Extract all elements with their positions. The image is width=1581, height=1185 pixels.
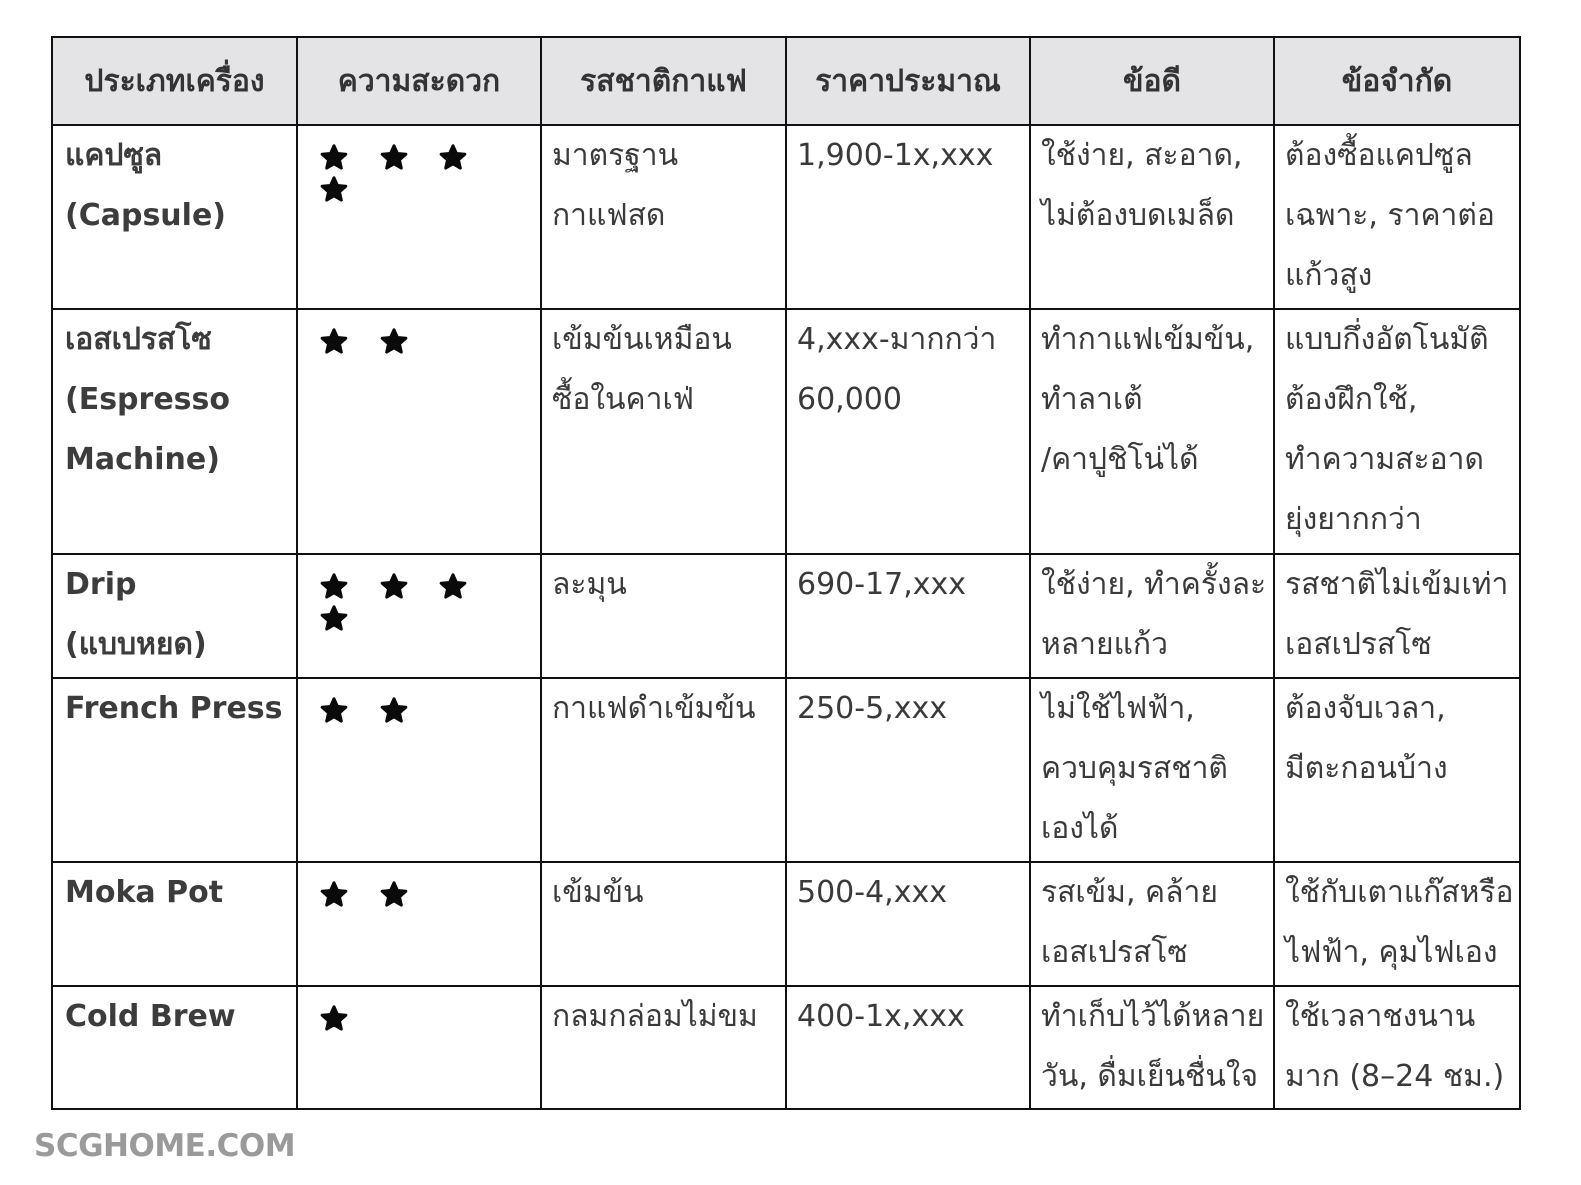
cell-text-line: วัน, ดื่มเย็นชื่นใจ [1041,1059,1259,1094]
cell-text-line: เข้มข้นเหมือน [552,322,732,357]
price-cell [786,125,1030,309]
price-cell [786,309,1030,554]
table-row [52,125,1520,309]
cell-text-line: ใช้ง่าย, ทำครั้งละ [1041,567,1267,602]
machine-type-cell [52,309,297,554]
price-cell [786,862,1030,986]
cell-text-line: ไม่ใช้ไฟฟ้า, [1041,691,1195,726]
cell-text-line: เอสเปรสโซ [1041,935,1188,970]
table-row [52,309,1520,554]
cell-text-line: 1,900-1x,xxx [797,138,994,173]
cell-text-line: ไม่ต้องบดเมล็ด [1041,198,1235,233]
star-icon [318,326,350,358]
cons-cell [1274,554,1520,678]
machine-type-cell [52,125,297,309]
convenience-rating-cell [297,678,541,862]
header-price: ราคาประมาณ [786,37,1030,125]
cell-text-line: มาก (8–24 ชม.) [1285,1059,1505,1094]
taste-cell [541,309,786,554]
taste-cell [541,554,786,678]
star-icon [318,879,350,911]
pros-cell [1030,862,1274,986]
cell-text-line: Moka Pot [65,875,224,910]
header-row [52,37,1520,125]
cell-text-line: แบบกึ่งอัตโนมัติ [1285,322,1489,357]
convenience-rating-cell [297,554,541,678]
star-icon [318,571,350,603]
cell-text-line: /คาปูชิโน่ได้ [1041,442,1199,477]
star-icon [318,174,350,206]
taste-cell [541,986,786,1109]
cell-text-line: ใช้กับเตาแก๊สหรือ [1285,875,1514,910]
cell-text-line: 400-1x,xxx [797,999,965,1034]
cell-text-line: 500-4,xxx [797,875,947,910]
cell-text-line: เข้มข้น [552,875,644,910]
cell-text-line: ต้องซื้อแคปซูล [1285,138,1473,173]
cell-text-line: ไฟฟ้า, คุมไฟเอง [1285,935,1498,970]
header-convenience: ความสะดวก [297,37,541,125]
price-cell [786,986,1030,1109]
pros-cell [1030,986,1274,1109]
header-cons: ข้อจำกัด [1274,37,1520,125]
cell-text-line: (Capsule) [65,198,227,233]
star-icon [318,142,350,174]
cell-text-line: 60,000 [797,382,902,417]
pros-cell [1030,554,1274,678]
star-icon [318,695,350,727]
cell-text-line: ทำเก็บไว้ได้หลาย [1041,999,1265,1034]
cell-text-line: (แบบหยด) [65,627,207,662]
star-icon [378,695,410,727]
cell-text-line: ต้องจับเวลา, [1285,691,1446,726]
brand-watermark: SCGHOME.COM [34,1128,296,1164]
cell-text-line: กลมกล่อมไม่ขม [552,999,758,1034]
cell-text-line: ต้องฝึกใช้, [1285,382,1418,417]
pros-cell [1030,125,1274,309]
table-row [52,986,1520,1109]
star-icon [437,142,469,174]
table-row [52,554,1520,678]
cell-text-line: 690-17,xxx [797,567,967,602]
cons-cell [1274,125,1520,309]
machine-type-cell [52,986,297,1109]
cell-text-line: เองได้ [1041,811,1119,846]
star-icon [378,879,410,911]
coffee-maker-comparison-table [51,36,1521,1110]
convenience-rating-cell [297,309,541,554]
cons-cell [1274,678,1520,862]
convenience-rating-cell [297,125,541,309]
cell-text-line: 4,xxx-มากกว่า [797,322,997,357]
cell-text-line: เอสเปรสโซ [1285,627,1432,662]
cell-text-line: 250-5,xxx [797,691,947,726]
taste-cell [541,862,786,986]
cell-text-line: ใช้ง่าย, สะอาด, [1041,138,1243,173]
star-icon [378,326,410,358]
cell-text-line: ยุ่งยากกว่า [1285,502,1422,537]
cell-text-line: หลายแก้ว [1041,627,1168,662]
cell-text-line: ละมุน [552,567,627,602]
cell-text-line: ซื้อในคาเฟ่ [552,382,694,417]
star-icon [378,571,410,603]
cell-text-line: Cold Brew [65,999,236,1034]
header-pros: ข้อดี [1030,37,1274,125]
cell-text-line: เอสเปรสโซ [65,322,212,357]
star-icon [318,1003,350,1035]
star-icon [437,571,469,603]
pros-cell [1030,678,1274,862]
cell-text-line: มีตะกอนบ้าง [1285,751,1448,786]
cell-text-line: Machine) [65,442,220,477]
cell-text-line: ทำความสะอาด [1285,442,1484,477]
cell-text-line: Drip [65,567,137,602]
header-type: ประเภทเครื่อง [52,37,297,125]
machine-type-cell [52,862,297,986]
price-cell [786,554,1030,678]
cell-text-line: กาแฟดำเข้มข้น [552,691,756,726]
cons-cell [1274,862,1520,986]
cell-text-line: กาแฟสด [552,198,666,233]
cons-cell [1274,309,1520,554]
pros-cell [1030,309,1274,554]
convenience-rating-cell [297,986,541,1109]
table-row [52,678,1520,862]
price-cell [786,678,1030,862]
cell-text-line: มาตรฐาน [552,138,679,173]
cell-text-line: (Espresso [65,382,230,417]
cons-cell [1274,986,1520,1109]
convenience-rating-cell [297,862,541,986]
header-taste: รสชาติกาแฟ [541,37,786,125]
cell-text-line: French Press [65,691,283,726]
cell-text-line: ใช้เวลาชงนาน [1285,999,1476,1034]
star-icon [318,603,350,635]
machine-type-cell [52,678,297,862]
taste-cell [541,678,786,862]
table-row [52,862,1520,986]
cell-text-line: รสชาติไม่เข้มเท่า [1285,567,1509,602]
cell-text-line: รสเข้ม, คล้าย [1041,875,1218,910]
machine-type-cell [52,554,297,678]
cell-text-line: เฉพาะ, ราคาต่อ [1285,198,1495,233]
star-icon [378,142,410,174]
cell-text-line: ทำลาเต้ [1041,382,1143,417]
cell-text-line: แคปซูล [65,138,163,173]
cell-text-line: ควบคุมรสชาติ [1041,751,1228,786]
taste-cell [541,125,786,309]
cell-text-line: ทำกาแฟเข้มข้น, [1041,322,1255,357]
cell-text-line: แก้วสูง [1285,258,1373,293]
